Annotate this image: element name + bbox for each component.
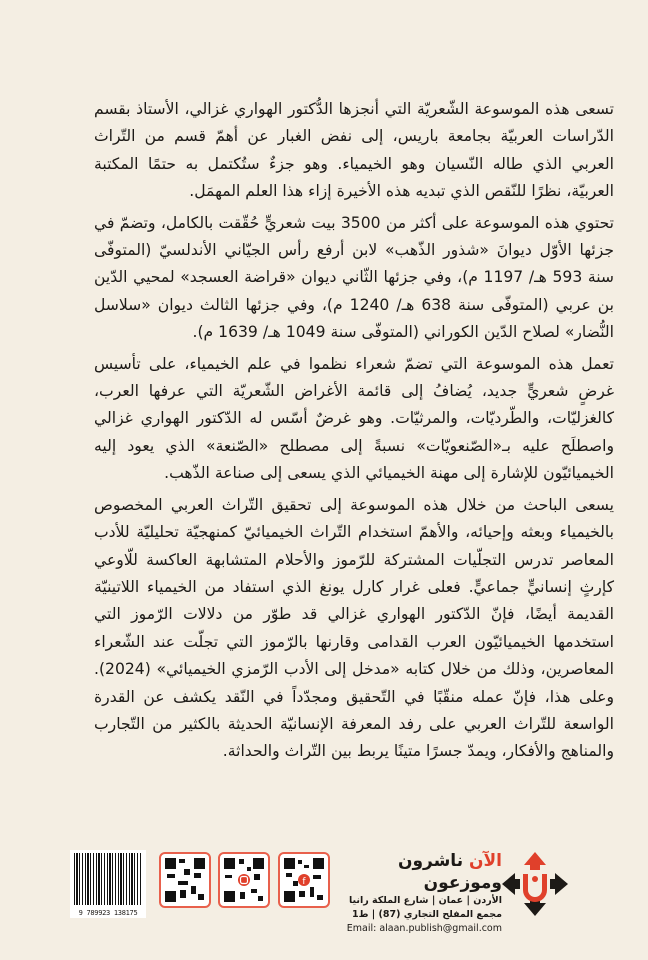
qr-code-instagram[interactable] bbox=[218, 852, 270, 908]
publisher-name-rest: ناشرون وموزعون bbox=[397, 851, 502, 893]
publisher-name bbox=[338, 850, 502, 894]
publisher-address-1: الأردن | عمان | شارع الملكة رانيا bbox=[348, 895, 502, 906]
paragraph-contents: تحتوي هذه الموسوعة على أكثر من 3500 بيت شعريٍّ حُقّقت بالكامل، وتضمّ في جزئها الأوّل ديوانَ «شذور الذّهب» لابن أرفع رأس الجيّاني الأندلسيّ (المتوفّى سنة 593 هـ/ 1197 م)، وفي جزئها الثّاني ديوان «قراضة العسجد» لمحيي الدّين بن عربي (المتوفّى سنة 638 هـ/ 1240 م)، وفي جزئها الثالث ديوان «سلاسل النُّضار» لصلاح الدّين الكوراني (المتوفّى سنة 1049 هـ/ 1639 م). bbox=[94, 213, 614, 342]
qr-code-website[interactable] bbox=[159, 852, 211, 908]
barcode-bars bbox=[74, 853, 142, 905]
qr-code-facebook[interactable] bbox=[278, 852, 330, 908]
isbn-barcode bbox=[70, 850, 146, 918]
publisher-logo-icon bbox=[502, 852, 568, 916]
publisher-footer bbox=[0, 850, 648, 934]
publisher-email[interactable]: Email: alaan.publish@gmail.com bbox=[346, 923, 502, 934]
facebook-icon: f bbox=[302, 877, 306, 887]
back-cover-text bbox=[94, 96, 614, 770]
isbn-number: 9 789923 138175 bbox=[78, 909, 138, 917]
publisher-name-accent: الآن bbox=[469, 851, 502, 871]
paragraph-researcher: يسعى الباحث من خلال هذه الموسوعة إلى تحقيق التّراث العربي المخصوص بالخيمياء وبعثه وإحيائه، والأهمّ استخدام التّراث الخيميائيّ كمنهجيّة تحليليّة للأدب المعاصر تدرس التجلّيات المشتركة للرّموز والأحلام المتشابهة العاكسة للّاوعي كإرثٍ إنسانيٍّ جماعيٍّ. فعلى غرار كارل يونغ الذي استفاد من الخيمياء اللاتينيّة القديمة أيضًا، فإنّ الدّكتور الهواري غزالي قد طوّر من دلالات الرّموز التي استخدمها الخيميائيّون العرب القدامى وقارنها بالرّموز التي تجلّت عند الشّعراء المعاصرين، وذلك من خلال كتابه «مدخل إلى الأدب الرّمزي الخيميائي» (2024). وعلى هذا، فإنّ عمله منقّبًا في التّحقيق ومجدّداً في النّقد يكشف عن القدرة الواسعة للتّراث العربي على رفد المعرفة الإنسانيّة الحديثة بالكثير من التّجارب والمناهج والأفكار، ويمدّ جسرًا متينًا يربط بين التّراث والحداثة. bbox=[94, 495, 614, 761]
publisher-address-2: مجمع المفلح التجاري (87) | ط1 bbox=[351, 909, 502, 920]
publisher-info bbox=[338, 850, 502, 936]
paragraph-purpose: تعمل هذه الموسوعة التي تضمّ شعراء نظموا في علم الخيمياء، على تأسيس غرضٍ شعريٍّ جديد، يُضافُ إلى قائمة الأغراض الشّعريّة التي عرفها العرب، كالغزليّات، والطّرديّات، والمرثيّات. وهو غرضٌ أسّس له الدّكتور الهواري غزالي واصطلَح عليه بـ«الصّنعويّات» نسبةً إلى مصطلح «الصّنعة» الذي يعود إليه الخيميائيّون للإشارة إلى مهنة الخيميائي الذي يسعى إلى صناعة الذّهب. bbox=[94, 354, 614, 483]
paragraph-intro: تسعى هذه الموسوعة الشّعريّة التي أنجزها الدُّكتور الهواري غزالي، الأستاذ بقسم الدّراسات العربيّة بجامعة باريس، إلى نفض الغبار عن أهمّ قسم من التّراث العربي الذي طاله النّسيان وهو الخيمياء. وهو جزءٌ ستُكتمل به حتمًا المكتبة العربيّة، نظرًا للنّقص الذي تبديه هذه الأخيرة إزاء هذا العلم المهمَل. bbox=[94, 100, 614, 201]
